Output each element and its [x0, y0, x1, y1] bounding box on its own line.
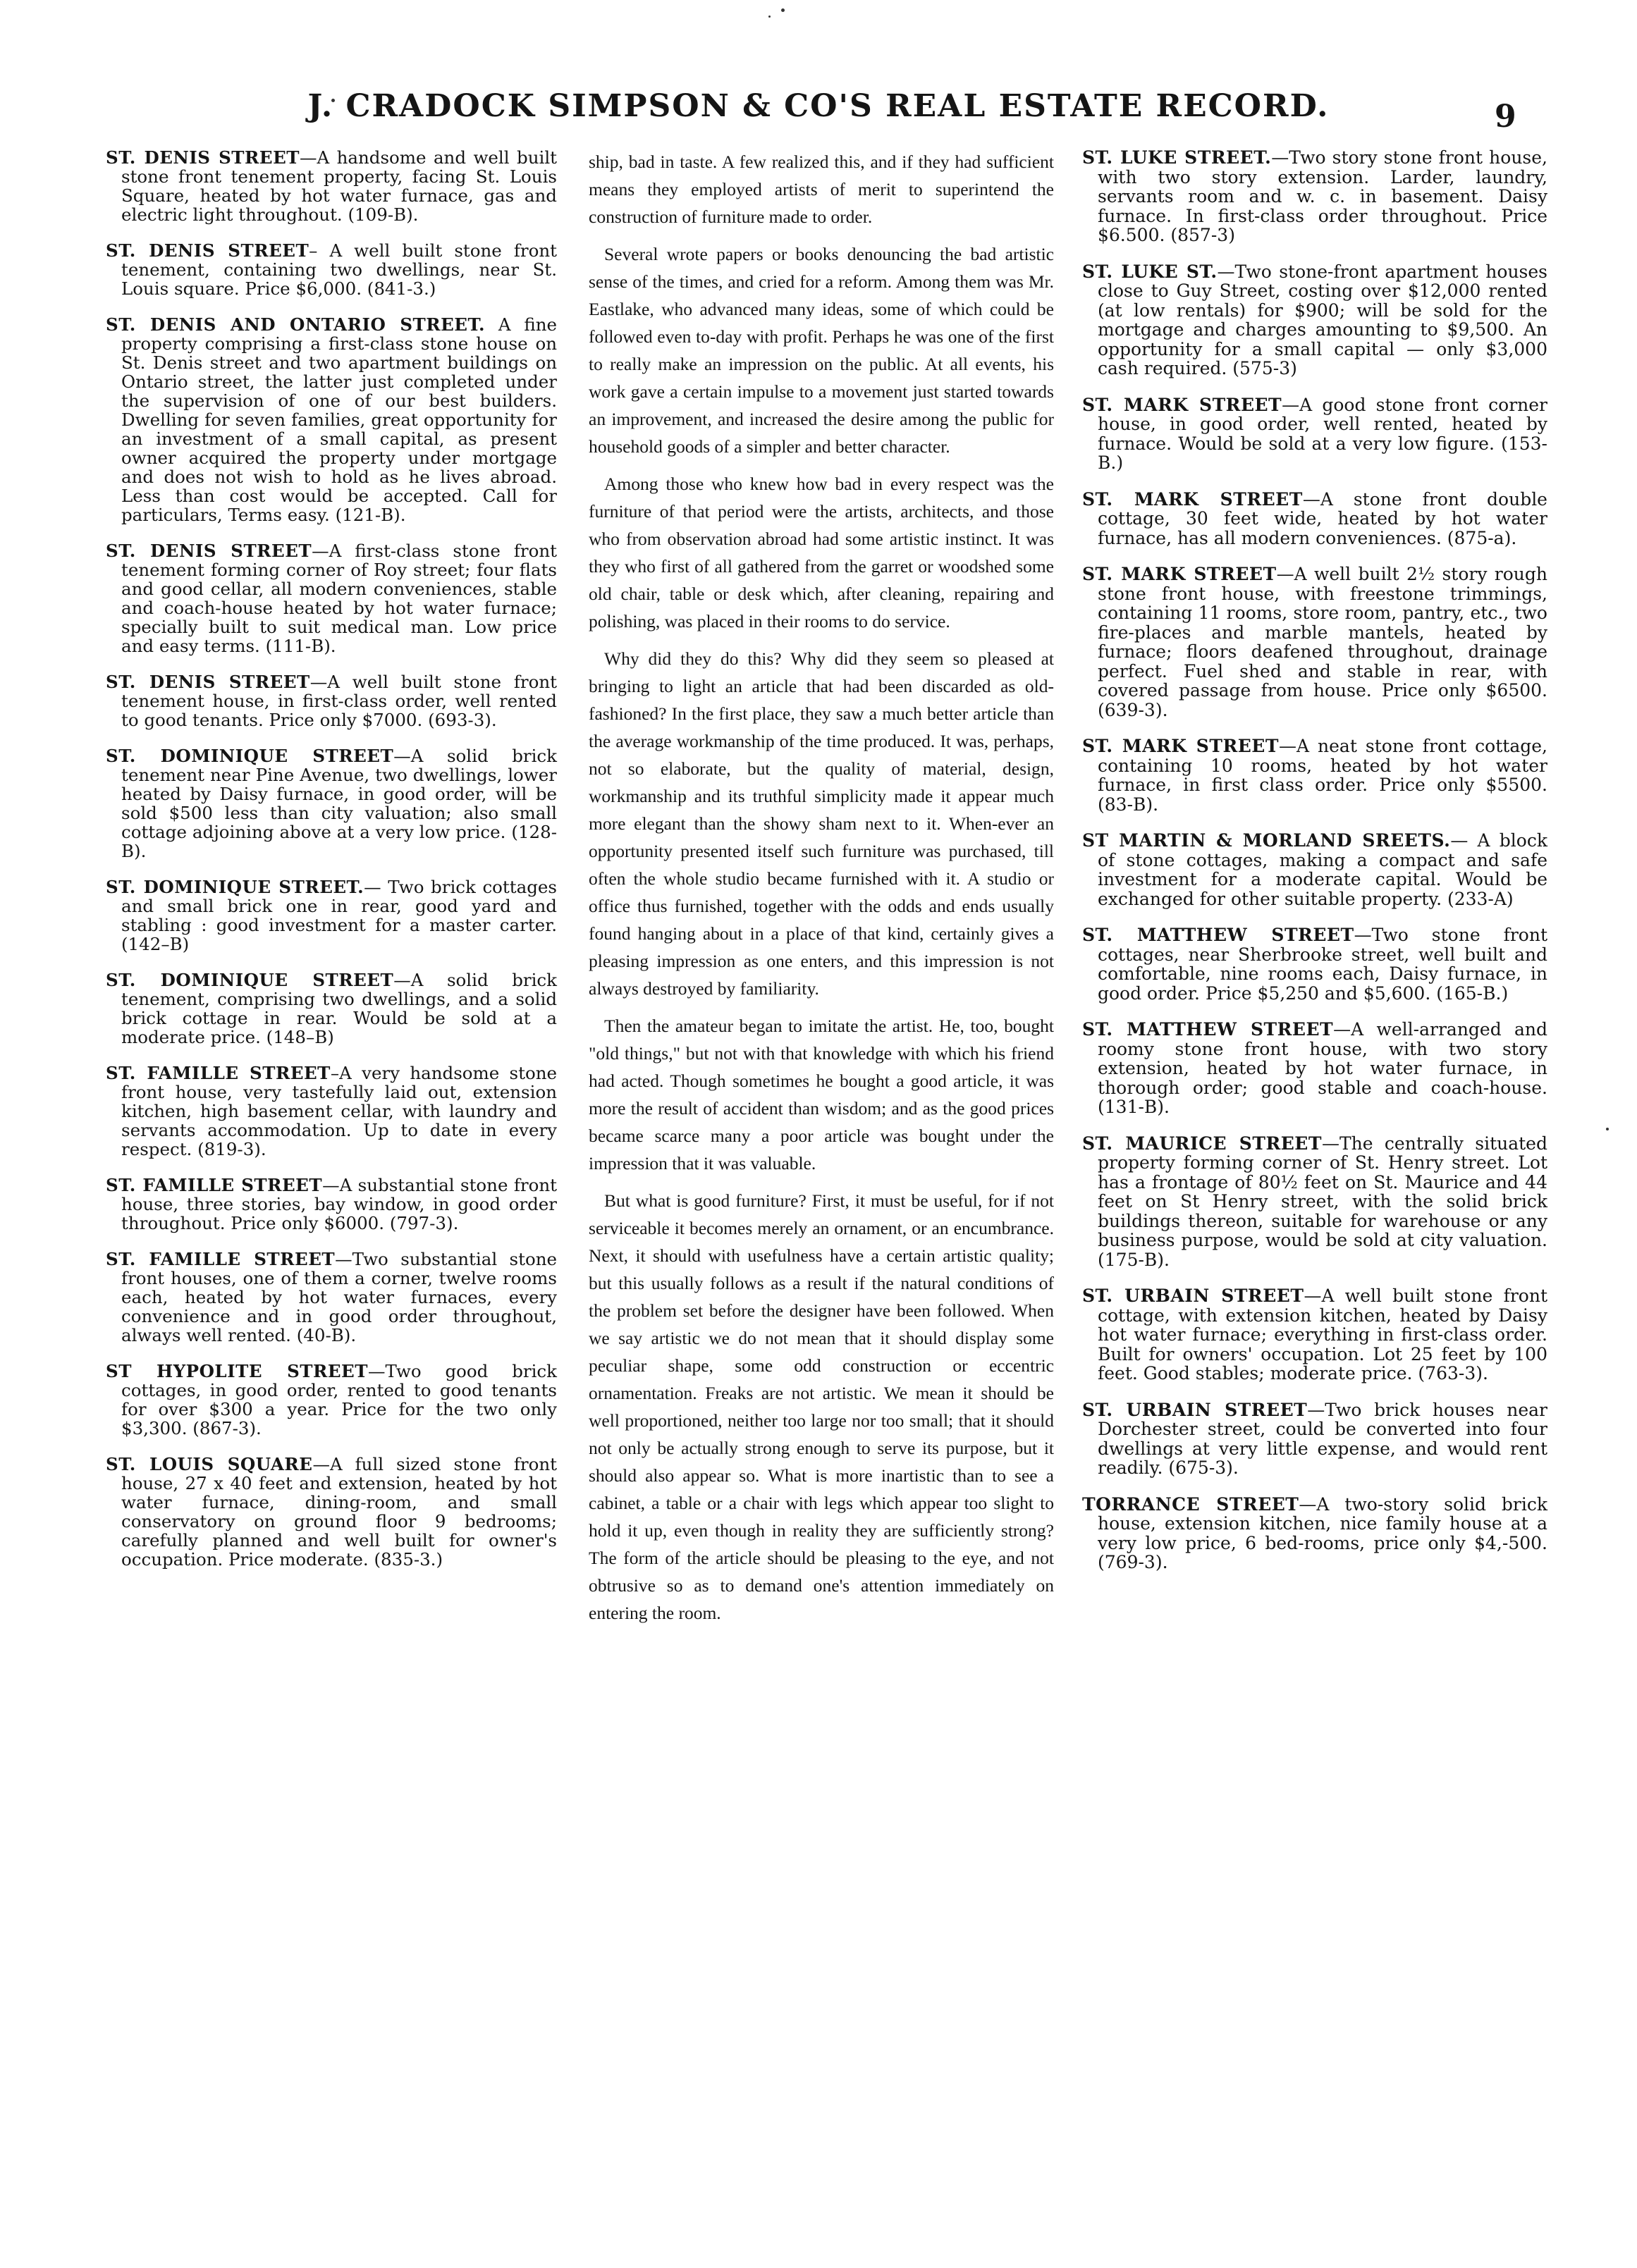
listing-street: ST. DENIS STREET: [106, 541, 312, 561]
listing-entry: [106, 1250, 557, 1345]
listing-entry: [1082, 1495, 1547, 1572]
listing-street: ST. MATTHEW STREET: [1082, 925, 1354, 945]
listing-text: – A well built stone front tenement, containing two dwellings, near St. Louis square. Price $6,000. (841-3.): [121, 240, 557, 299]
listing-street: ST. FAMILLE STREET: [106, 1175, 323, 1195]
listing-entry: [1082, 1286, 1547, 1383]
listing-street: ST. URBAIN STREET: [1082, 1399, 1308, 1420]
listing-entry: [1082, 831, 1547, 908]
listing-entry: [1082, 565, 1547, 720]
listing-text: —A well built stone front cottage, with extension kitchen, heated by Daisy hot water furnace; everything in first-class order. Built for owners' occupation. Lot 25 feet by 100 feet. Good stables; moderate price. (763-3).: [1098, 1286, 1547, 1383]
listing-entry: [106, 315, 557, 524]
listing-street: ST. MATTHEW STREET: [1082, 1019, 1334, 1040]
listing-text: —Two stone-front apartment houses close to Guy Street, costing over $12,000 rented (at low rentals) for $900; will be sold for the mortgage and charges amounting to $9,500. An opportunity for a small capital — only $3,000 cash required. (575-3): [1098, 261, 1548, 378]
listing-text: —The centrally situated property forming corner of St. Henry street. Lot has a frontage of 80½ feet on St. Maurice and 44 feet on St Henry street, with the solid brick buildings thereon, suitable for warehouse or any business purpose, would be sold at city valuation. (175-B).: [1098, 1133, 1547, 1270]
listing-street: ST. MARK STREET: [1082, 394, 1282, 415]
listing-street: ST. DENIS AND ONTARIO STREET.: [106, 314, 486, 335]
listing-text: —Two brick houses near Dorchester street, could be converted into four dwellings at very little expense, and would rent readily. (675-3).: [1098, 1399, 1547, 1478]
left-column: [106, 148, 557, 1586]
listing-entry: [106, 1362, 557, 1438]
listing-text: —A well built stone front tenement house, in first-class order, well rented to good tenants. Price only $7000. (693-3).: [121, 672, 557, 730]
article-paragraph: Among those who knew how bad in every respect was the furniture of that period were the artists, architects, and those who from observation abroad had some artistic instinct. It was they who first of all gathered from the garret or woodshed some old chair, table or desk which, after cleaning, repairing and polishing, was placed in their rooms to do service.: [589, 474, 1054, 631]
listing-entry: [1082, 1134, 1547, 1270]
article-paragraph: Several wrote papers or books denouncing the bad artistic sense of the times, and cried for a reform. Among them was Mr. Eastlake, who advanced many ideas, some of which could be followed even to-day with profit. Perhaps he was one of the first to really make an impression on the public. At all events, his work gave a certain impulse to a movement just started towards an improvement, and increased the desire among the public for household goods of a simpler and better character.: [589, 244, 1054, 457]
listing-entry: [1082, 1020, 1547, 1117]
listing-entry: [106, 241, 557, 298]
listing-street: ST. MARK STREET: [1082, 736, 1279, 756]
listing-text: —A solid brick tenement near Pine Avenue, two dwellings, lower heated by Daisy furnace, in good order, will be sold $500 less than city valuation; also small cottage adjoining above at a very low price. (128-B).: [121, 746, 557, 861]
listing-entry: [1082, 925, 1547, 1003]
listing-street: ST. LUKE ST.: [1082, 261, 1218, 282]
listing-entry: [1082, 737, 1547, 814]
listing-text: —A neat stone front cottage, containing 10 rooms, heated by hot water furnace, in first class order. Price only $5500. (83-B).: [1098, 736, 1547, 815]
listing-street: ST HYPOLITE STREET: [106, 1361, 368, 1381]
listing-entry: [106, 148, 557, 224]
listing-street: ST. FAMILLE STREET: [106, 1249, 336, 1269]
listing-text: —A well-arranged and roomy stone front house, with two story extension, heated by hot water furnace, in thorough order; good stable and coach-house. (131-B).: [1098, 1019, 1548, 1117]
listing-text: —A first-class stone front tenement forming corner of Roy street; four flats and good cellar, all modern conveniences, stable and coach-house heated by hot water furnace; specially built to suit medical man. Low price and easy terms. (111-B).: [121, 541, 557, 656]
article-paragraph: ship, bad in taste. A few realized this, and if they had sufficient means they employed artists of merit to superintend the construction of furniture made to order.: [589, 152, 1054, 227]
listing-entry: [106, 672, 557, 729]
listing-text: —A stone front double cottage, 30 feet wide, heated by hot water furnace, has all modern conveniences. (875-a).: [1098, 488, 1547, 548]
listing-street: ST. DOMINIQUE STREET: [106, 970, 394, 990]
page-header: J. CRADOCK SIMPSON & CO'S REAL ESTATE RECORD.: [307, 88, 1330, 124]
listing-text: –A very handsome stone front house, very tastefully laid out, extension kitchen, high basement cellar, with laundry and servants accommodation. Up to date in every respect. (819-3).: [121, 1063, 557, 1159]
listing-street: ST. MARK STREET: [1082, 564, 1277, 584]
listing-text: —A good stone front corner house, in good order, well rented, heated by furnace. Would be sold at a very low figure. (153-B.): [1098, 394, 1547, 473]
right-column: [1082, 148, 1547, 1589]
listing-street: ST MARTIN & MORLAND SREETS.: [1082, 830, 1451, 851]
listing-entry: [106, 1064, 557, 1159]
listing-text: —Two good brick cottages, in good order, rented to good tenants for over $300 a year. Price for the two only $3,300. (867-3).: [121, 1361, 557, 1438]
listing-entry: [1082, 490, 1547, 548]
listing-entry: [1082, 148, 1547, 245]
article-paragraph: Then the amateur began to imitate the artist. He, too, bought "old things," but not with that knowledge with which his friend had acted. Though sometimes he bought a good article, it was more the result of accident than wisdom; and as the good prices became scarce many a poor article was bought under the impression that it was valuable.: [589, 1016, 1054, 1173]
listing-text: —A solid brick tenement, comprising two dwellings, and a solid brick cottage in rear. Would be sold at a moderate price. (148–B): [121, 970, 557, 1047]
listing-entry: [106, 1176, 557, 1233]
listing-street: ST. FAMILLE STREET: [106, 1063, 331, 1083]
listing-entry: [1082, 262, 1547, 378]
listing-street: ST. LOUIS SQUARE: [106, 1454, 313, 1474]
listing-entry: [106, 970, 557, 1047]
listing-street: TORRANCE STREET: [1082, 1493, 1299, 1515]
listing-entry: [106, 541, 557, 655]
article-paragraph: But what is good furniture? First, it must be useful, for if not serviceable it becomes merely an ornament, or an encumbrance. Next, it should with usefulness have a certain artistic quality; but this usually follows as a result if the natural conditions of the problem set before the designer have been followed. When we say artistic we do not mean that it should display some peculiar shape, some odd construction or eccentric ornamentation. Freaks are not artistic. We mean it should be well proportioned, neither too large nor too small; that it should not only be actually strong enough to serve its purpose, but it should also appear so. What is more inartistic than to see a cabinet, a table or a chair with legs which appear too slight to hold it up, even though in reality they are sufficiently strong? The form of the article should be pleasing to the eye, and not obtrusive so as to demand one's attention immediately on entering the room.: [589, 1190, 1054, 1623]
listing-street: ST. URBAIN STREET: [1082, 1286, 1304, 1306]
listing-text: A fine property comprising a first-class stone house on St. Denis street and two apartment buildings on Ontario street, the latter just completed under the supervision of one of our best builders. Dwelling for seven families, great opportunity for an investment of a small capital, as present owner acquired the property under mortgage and does not wish to hold as he lives abroad. Less than cost would be accepted. Call for particulars, Terms easy. (121-B).: [121, 314, 557, 525]
page-number: 9: [1495, 99, 1516, 135]
listing-street: ST. DENIS STREET: [106, 240, 309, 261]
middle-column: [589, 148, 1054, 1637]
listing-text: — A block of stone cottages, making a compact and safe investment for a moderate capital. Would be exchanged for other suitable property. (233-A): [1098, 830, 1547, 909]
listing-street: ST. DOMINIQUE STREET.: [106, 877, 364, 897]
listing-street: ST. DENIS STREET: [106, 147, 300, 168]
listing-entry: [1082, 395, 1547, 473]
listing-text: —A handsome and well built stone front tenement property, facing St. Louis Square, heated by hot water furnace, gas and electric light throughout. (109-B).: [121, 147, 557, 225]
listing-entry: [106, 1455, 557, 1569]
listing-street: ST. MAURICE STREET: [1082, 1133, 1322, 1154]
listing-text: —Two story stone front house, with two story extension. Larder, laundry, servants room and w. c. in basement. Daisy furnace. In first-class order throughout. Price $6.500. (857-3): [1098, 147, 1547, 245]
listing-entry: [1082, 1400, 1547, 1478]
listing-text: —Two substantial stone front houses, one of them a corner, twelve rooms each, heated by hot water furnaces, every convenience and in good order throughout, always well rented. (40-B).: [121, 1249, 557, 1345]
listing-text: —A well built 2½ story rough stone front house, with freestone trimmings, containing 11 rooms, store room, pantry, etc., two fire-places and marble mantels, heated by furnace; floors deafened throughout, drainage perfect. Fuel shed and stable in rear, with covered passage from house. Price only $6500. (639-3).: [1098, 564, 1547, 720]
article-paragraph: Why did they do this? Why did they seem so pleased at bringing to light an article that had been discarded as old-fashioned? In the first place, they saw a much better article than the average workmanship of the time produced. It was, perhaps, not so elaborate, but the quality of material, design, workmanship and its truthful simplicity made it appear much more elegant than the showy sham next to it. When-ever an opportunity presented itself such furniture was purchased, till often the whole studio became furnished with it. A studio or office thus furnished, together with the odds and ends usually found hanging about in a place of that kind, certainly gives a pleasing impression as one enters, and this impression is not always destroyed by familiarity.: [589, 648, 1054, 999]
listing-entry: [106, 746, 557, 861]
listing-street: ST. MARK STREET: [1082, 488, 1303, 510]
listing-text: —A two-story solid brick house, extension kitchen, nice family house at a very low price, 6 bed-rooms, price only $4,-500. (769-3).: [1098, 1493, 1547, 1572]
listing-street: ST. DOMINIQUE STREET: [106, 746, 394, 766]
listing-text: —A substantial stone front house, three stories, bay window, in good order throughout. Price only $6000. (797-3).: [121, 1175, 557, 1233]
listing-street: ST. DENIS STREET: [106, 672, 310, 692]
listing-street: ST. LUKE STREET.: [1082, 147, 1272, 168]
listing-text: — Two brick cottages and small brick one in rear, good yard and stabling : good investment for a master carter. (142–B): [121, 877, 557, 954]
listing-text: —Two stone front cottages, near Sherbrooke street, well built and comfortable, nine rooms each, Daisy furnace, in good order. Price $5,250 and $5,600. (165-B.): [1098, 925, 1548, 1004]
listing-text: —A full sized stone front house, 27 x 40 feet and extension, heated by hot water furnace, dining-room, and small conservatory on ground floor 9 bedrooms; carefully planned and well built for owner's occupation. Price moderate. (835-3.): [121, 1454, 557, 1570]
listing-entry: [106, 877, 557, 954]
